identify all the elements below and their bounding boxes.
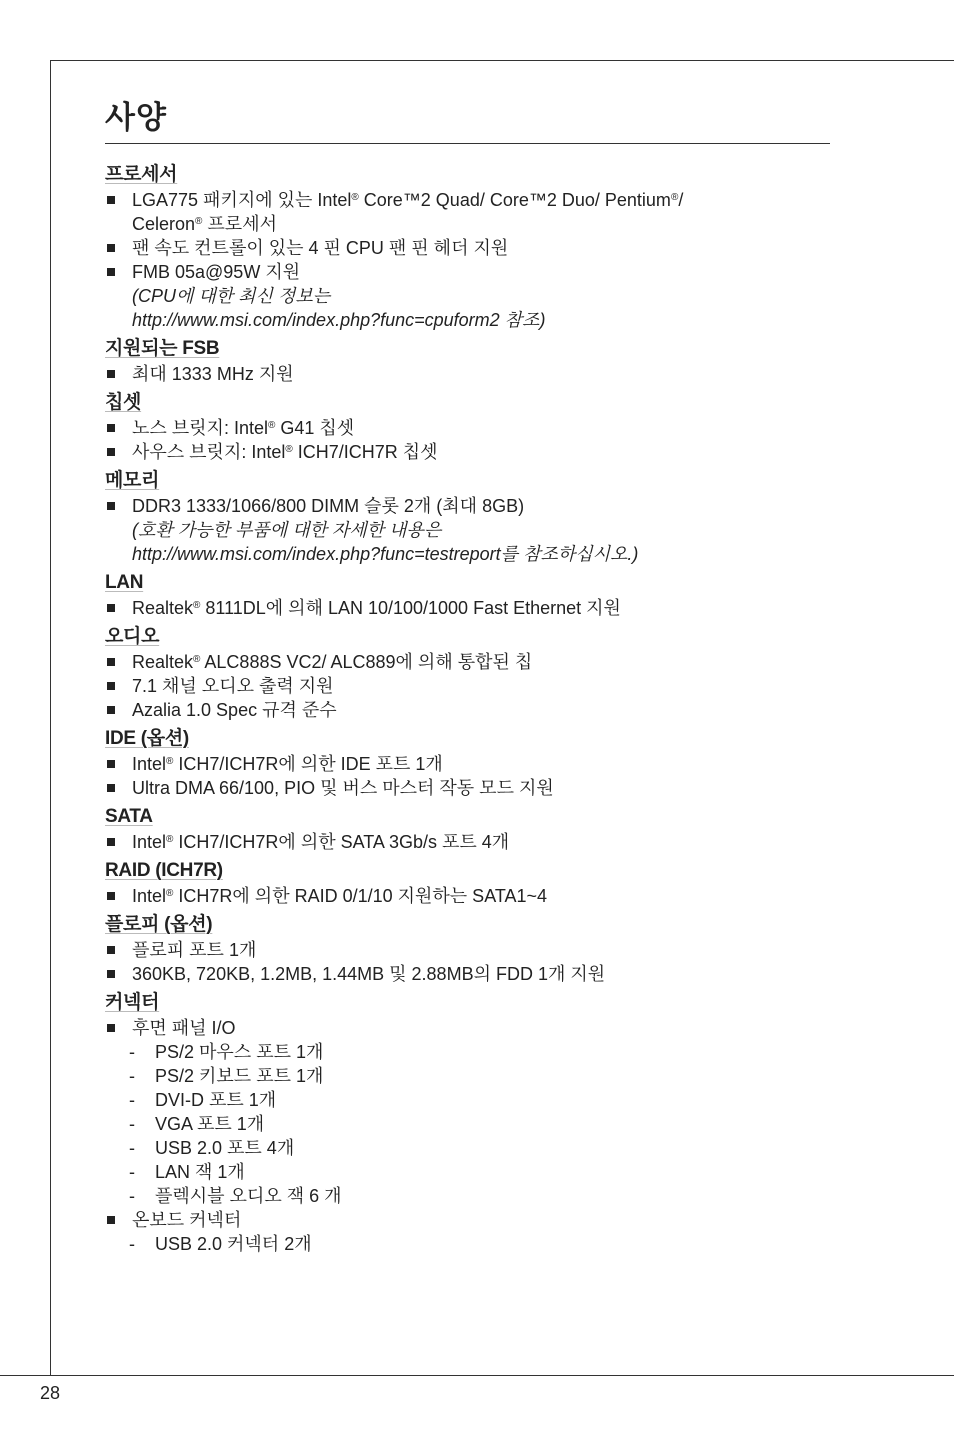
spec-list (105, 752, 830, 800)
section-heading-text: 지원되는 FSB (105, 338, 220, 359)
sub-item-text: USB 2.0 포트 4개 (155, 1138, 295, 1158)
sub-item-text: USB 2.0 커넥터 2개 (155, 1234, 312, 1254)
item-note: (CPU에 대한 최신 정보는 (132, 286, 331, 306)
square-bullet-icon (107, 760, 115, 768)
section-heading-text: 칩셋 (105, 392, 142, 413)
item-text: Realtek (132, 598, 194, 618)
section-heading-text: 오디오 (105, 626, 160, 647)
spec-list-item (105, 236, 830, 260)
section-heading (105, 913, 830, 937)
item-text: 온보드 커넥터 (132, 1210, 242, 1230)
section-heading-text: SATA (105, 806, 153, 827)
spec-section (105, 805, 830, 854)
page-title: 사양 (105, 92, 830, 144)
item-text: Azalia 1.0 Spec 규격 준수 (132, 700, 337, 720)
square-bullet-icon (107, 706, 115, 714)
item-line (132, 650, 830, 674)
section-heading (105, 859, 830, 883)
item-line (132, 362, 830, 386)
spec-list-item (105, 752, 830, 776)
spec-list (105, 884, 830, 908)
square-bullet-icon (107, 424, 115, 432)
spec-list-item (105, 938, 830, 962)
section-heading (105, 163, 830, 187)
sub-list-item (129, 1112, 830, 1136)
square-bullet-icon (107, 658, 115, 666)
item-line (132, 962, 830, 986)
sub-list (129, 1040, 830, 1208)
dash-bullet-icon: - (129, 1234, 135, 1254)
sub-list-item (129, 1160, 830, 1184)
item-text: 최대 1333 MHz 지원 (132, 364, 294, 384)
registered-mark: ® (193, 600, 201, 611)
item-line (132, 542, 830, 566)
spec-sections (105, 163, 830, 1256)
item-text: ICH7R에 의한 RAID 0/1/10 지원하는 SATA1~4 (173, 886, 548, 906)
item-text: 사우스 브릿지: Intel (132, 442, 286, 462)
item-line (132, 212, 830, 236)
section-heading (105, 391, 830, 415)
spec-content (105, 92, 830, 1261)
item-text: 노스 브릿지: Intel (132, 418, 268, 438)
spec-section (105, 991, 830, 1256)
page-number: 28 (40, 1383, 61, 1403)
spec-list-item (105, 830, 830, 854)
spec-list-item (105, 440, 830, 464)
frame-left-rule (50, 60, 51, 1375)
item-text: Intel (132, 832, 167, 852)
item-note: http://www.msi.com/index.php?func=cpuform2 참조) (132, 310, 546, 330)
spec-list-item (105, 416, 830, 440)
registered-mark: ® (670, 192, 679, 203)
item-line (132, 938, 830, 962)
dash-bullet-icon: - (129, 1114, 135, 1134)
section-heading (105, 727, 830, 751)
sub-list-item (129, 1232, 830, 1256)
spec-section (105, 571, 830, 620)
registered-mark: ® (285, 444, 293, 455)
spec-list (105, 596, 830, 620)
square-bullet-icon (107, 892, 115, 900)
item-line (132, 752, 830, 776)
spec-list (105, 188, 830, 332)
square-bullet-icon (107, 244, 115, 252)
spec-list-item (105, 1208, 830, 1256)
spec-list-item (105, 362, 830, 386)
section-heading (105, 991, 830, 1015)
spec-list-item (105, 596, 830, 620)
spec-section (105, 625, 830, 722)
item-line (132, 830, 830, 854)
section-heading-text: 프로세서 (105, 164, 178, 185)
item-line (132, 260, 830, 284)
item-text: FMB 05a@95W 지원 (132, 262, 301, 282)
item-line (132, 308, 830, 332)
item-note: (호환 가능한 부품에 대한 자세한 내용은 (132, 520, 442, 540)
square-bullet-icon (107, 196, 115, 204)
item-text: Intel (132, 754, 167, 774)
spec-list (105, 494, 830, 566)
section-heading-text: 메모리 (105, 470, 160, 491)
frame-top-rule (50, 60, 954, 61)
spec-list (105, 650, 830, 722)
square-bullet-icon (107, 682, 115, 690)
registered-mark: ® (351, 192, 359, 203)
dash-bullet-icon: - (129, 1186, 135, 1206)
item-line (132, 236, 830, 260)
registered-mark: ® (267, 420, 276, 431)
square-bullet-icon (107, 784, 115, 792)
item-text: ICH7/ICH7R에 의한 IDE 포트 1개 (173, 754, 443, 774)
spec-list-item (105, 674, 830, 698)
spec-list-item (105, 494, 830, 566)
item-text: 8111DL에 의해 LAN 10/100/1000 Fast Ethernet 지원 (200, 598, 621, 618)
dash-bullet-icon: - (129, 1162, 135, 1182)
sub-item-text: PS/2 마우스 포트 1개 (155, 1042, 324, 1062)
item-line (132, 674, 830, 698)
square-bullet-icon (107, 838, 115, 846)
section-heading-text: 커넥터 (105, 992, 160, 1013)
spec-list-item (105, 884, 830, 908)
item-text: / (678, 190, 684, 210)
dash-bullet-icon: - (129, 1042, 135, 1062)
square-bullet-icon (107, 1216, 115, 1224)
item-text: ALC888S VC2/ ALC889에 의해 통합된 칩 (200, 652, 533, 672)
sub-list-item (129, 1040, 830, 1064)
square-bullet-icon (107, 946, 115, 954)
section-heading (105, 625, 830, 649)
item-text: 플로피 포트 1개 (132, 940, 257, 960)
spec-section (105, 859, 830, 908)
registered-mark: ® (195, 216, 203, 227)
sub-item-text: LAN 잭 1개 (155, 1162, 245, 1182)
item-line (132, 518, 830, 542)
section-heading (105, 805, 830, 829)
item-text: 프로세서 (202, 214, 277, 234)
square-bullet-icon (107, 1024, 115, 1032)
item-line (132, 596, 830, 620)
registered-mark: ® (193, 654, 201, 665)
dash-bullet-icon: - (129, 1066, 135, 1086)
spec-list-item (105, 260, 830, 332)
item-text: ICH7/ICH7R 칩셋 (292, 442, 438, 462)
item-line (132, 698, 830, 722)
dash-bullet-icon: - (129, 1138, 135, 1158)
item-text: LGA775 패키지에 있는 Intel (132, 190, 352, 210)
item-text: Intel (132, 886, 167, 906)
item-text: G41 칩셋 (275, 418, 355, 438)
spec-section (105, 337, 830, 386)
item-line (132, 1208, 830, 1232)
section-heading (105, 469, 830, 493)
item-text: Core™2 Quad/ Core™2 Duo/ Pentium (358, 190, 671, 210)
item-text: 후면 패널 I/O (132, 1018, 236, 1038)
square-bullet-icon (107, 970, 115, 978)
sub-list-item (129, 1136, 830, 1160)
item-line (132, 416, 830, 440)
spec-section (105, 391, 830, 464)
item-line (132, 284, 830, 308)
dash-bullet-icon: - (129, 1090, 135, 1110)
square-bullet-icon (107, 604, 115, 612)
spec-list-item (105, 650, 830, 674)
sub-list-item (129, 1064, 830, 1088)
registered-mark: ® (166, 834, 174, 845)
item-line (132, 1016, 830, 1040)
item-text: ICH7/ICH7R에 의한 SATA 3Gb/s 포트 4개 (173, 832, 510, 852)
sub-item-text: 플렉시블 오디오 잭 6 개 (155, 1186, 342, 1206)
registered-mark: ® (166, 756, 174, 767)
sub-list-item (129, 1088, 830, 1112)
spec-section (105, 469, 830, 566)
item-text: Celeron (132, 214, 196, 234)
square-bullet-icon (107, 448, 115, 456)
item-text: Ultra DMA 66/100, PIO 및 버스 마스터 작동 모드 지원 (132, 778, 554, 798)
spec-section (105, 163, 830, 332)
sub-item-text: VGA 포트 1개 (155, 1114, 265, 1134)
registered-mark: ® (166, 888, 174, 899)
frame-bottom-rule (0, 1375, 954, 1376)
spec-list-item (105, 188, 830, 236)
item-line (132, 884, 830, 908)
item-text: DDR3 1333/1066/800 DIMM 슬롯 2개 (최대 8GB) (132, 496, 525, 516)
spec-list-item (105, 776, 830, 800)
item-line (132, 776, 830, 800)
sub-list-item (129, 1184, 830, 1208)
section-heading-text: LAN (105, 572, 144, 593)
spec-section (105, 727, 830, 800)
sub-list (129, 1232, 830, 1256)
square-bullet-icon (107, 502, 115, 510)
spec-list (105, 416, 830, 464)
item-text: Realtek (132, 652, 194, 672)
item-line (132, 494, 830, 518)
spec-list (105, 830, 830, 854)
section-heading-text: 플로피 (옵션) (105, 914, 213, 935)
item-text: 팬 속도 컨트롤이 있는 4 핀 CPU 팬 핀 헤더 지원 (132, 238, 509, 258)
item-text: 7.1 채널 오디오 출력 지원 (132, 676, 334, 696)
spec-list (105, 1016, 830, 1256)
item-note: http://www.msi.com/index.php?func=testreport를 참조하십시오.) (132, 544, 639, 564)
section-heading (105, 337, 830, 361)
spec-list-item (105, 698, 830, 722)
spec-list (105, 938, 830, 986)
square-bullet-icon (107, 268, 115, 276)
item-line (132, 440, 830, 464)
spec-section (105, 913, 830, 986)
sub-item-text: DVI-D 포트 1개 (155, 1090, 277, 1110)
spec-list (105, 362, 830, 386)
sub-item-text: PS/2 키보드 포트 1개 (155, 1066, 324, 1086)
item-line (132, 188, 830, 212)
spec-list-item (105, 962, 830, 986)
square-bullet-icon (107, 370, 115, 378)
section-heading-text: RAID (ICH7R) (105, 860, 223, 881)
item-text: 360KB, 720KB, 1.2MB, 1.44MB 및 2.88MB의 FDD 1개 지원 (132, 964, 606, 984)
spec-list-item (105, 1016, 830, 1208)
section-heading (105, 571, 830, 595)
section-heading-text: IDE (옵션) (105, 728, 189, 749)
